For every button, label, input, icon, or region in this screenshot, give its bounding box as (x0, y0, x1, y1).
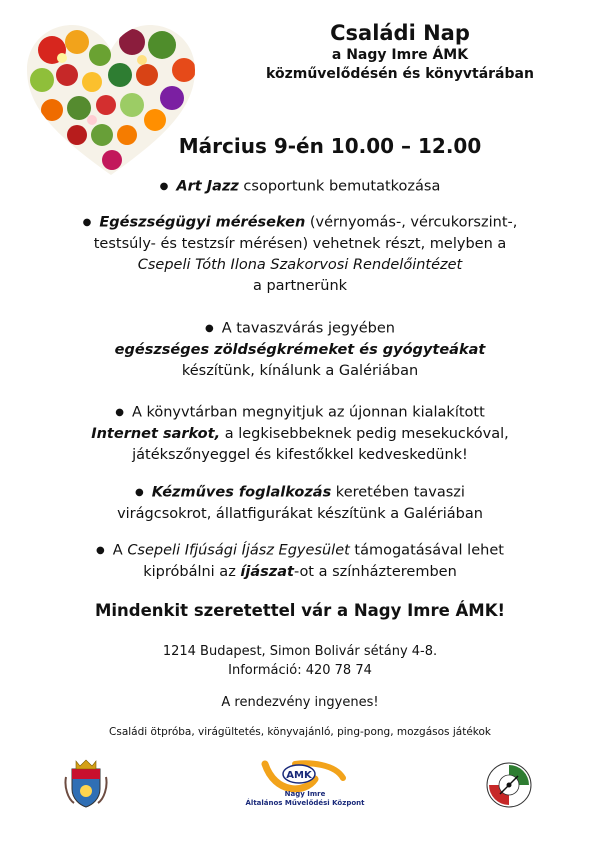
archery-club-logo (486, 762, 532, 808)
event-date: Március 9-én 10.00 – 12.00 (178, 134, 482, 158)
program-item-art-jazz: ● Art Jazz csoportunk bemutatkozása (40, 176, 560, 198)
bullet-icon: ● (115, 407, 124, 418)
event-title: Családi Nap (330, 21, 470, 45)
venue-line: közművelődésén és könyvtárában (266, 66, 534, 82)
header (215, 20, 585, 84)
bullet-icon: ● (82, 217, 92, 228)
coat-of-arms-logo (64, 757, 108, 809)
activities-list: Családi ötpróba, virágültetés, könyvajánló, ping-pong, mozgásos játékok (109, 726, 491, 738)
program-item-vegetables: ● A tavaszvárás jegyében egészséges zöldségkrémeket és gyógyteákat készítünk, kínálunk a Galériában (40, 318, 560, 382)
phone-info: Információ: 420 78 74 (228, 663, 372, 678)
address: 1214 Budapest, Simon Bolivár sétány 4-8. (162, 644, 438, 659)
program-item-archery: ● A Csepeli Ifjúsági Íjász Egyesület támogatásával lehet kipróbálni az íjászat-ot a színházteremben (40, 540, 560, 583)
organizer-line: a Nagy Imre ÁMK (331, 47, 469, 63)
bullet-icon: ● (205, 323, 214, 334)
bullet-icon: ● (135, 487, 144, 498)
program-item-health: ● Egészségügyi méréseken (vérnyomás-, vércukorszint-, testsúly- és testzsír mérésen) vehetnek részt, melyben a Csepeli Tóth Ilona Szakorvosi Rendelőintézet a partnerünk (40, 212, 560, 297)
closing-message: Mindenkit szeretettel vár a Nagy Imre ÁMK! (94, 601, 506, 620)
program-item-crafts: ● Kézműves foglalkozás keretében tavaszi virágcsokrot, állatfigurákat készítünk a Galériában (40, 482, 560, 525)
program-item-internet: ● A könyvtárban megnyitjuk az újonnan kialakított Internet sarkot, a legkisebbeknek pedig mesekuckóval, játékszőnyeggel és kifestőkkel kedveskedünk! (40, 402, 560, 466)
contact-info (100, 642, 500, 680)
nagy-imre-logo-text: Nagy Imre Általános Művelődési Központ (245, 790, 365, 807)
bullet-icon: ● (159, 181, 169, 192)
amk-badge: AMK (286, 770, 312, 781)
free-entry-note: A rendezvény ingyenes! (221, 695, 379, 710)
bullet-icon: ● (96, 545, 105, 556)
